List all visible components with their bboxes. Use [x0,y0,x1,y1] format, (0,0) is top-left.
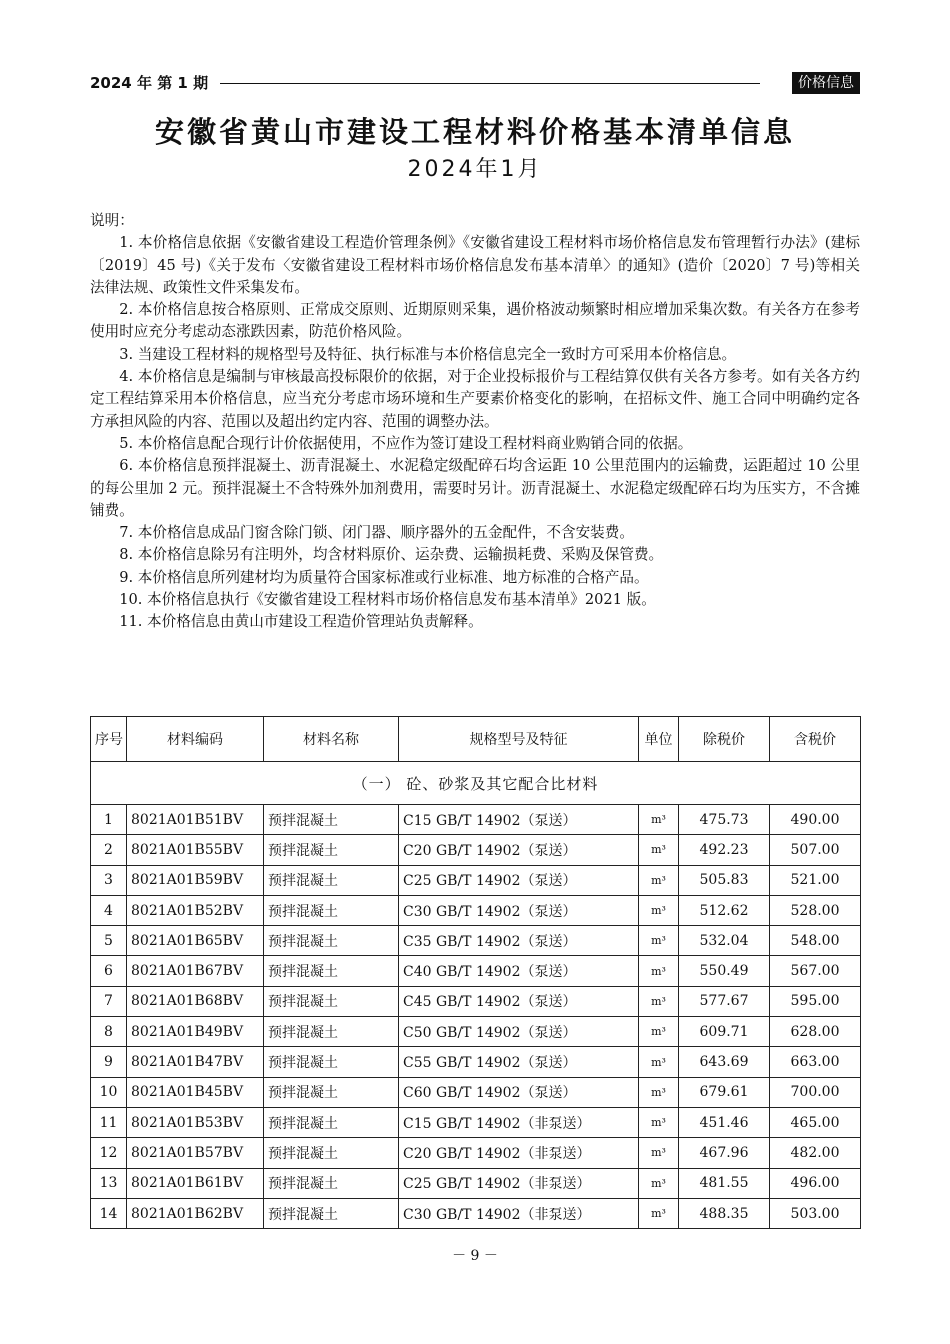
section-title: （一） 砼、砂浆及其它配合比材料 [91,762,861,805]
cell-price-inc-tax: 628.00 [770,1017,861,1047]
table-row [91,895,861,925]
cell-name: 预拌混凝土 [264,865,399,895]
cell-code: 8021A01B68BV [127,986,264,1016]
cell-spec: C55 GB/T 14902（泵送） [399,1047,639,1077]
cell-spec: C25 GB/T 14902（泵送） [399,865,639,895]
cell-spec: C20 GB/T 14902（泵送） [399,835,639,865]
cell-name: 预拌混凝土 [264,805,399,835]
cell-name: 预拌混凝土 [264,1138,399,1168]
cell-index: 8 [91,1017,127,1047]
header-code: 材料编码 [127,717,264,762]
note-item: 11. 本价格信息由黄山市建设工程造价管理站负责解释。 [119,613,483,631]
cell-name: 预拌混凝土 [264,895,399,925]
cell-index: 6 [91,956,127,986]
cell-unit: m³ [639,926,679,956]
cell-price-inc-tax: 503.00 [770,1198,861,1228]
cell-spec: C60 GB/T 14902（泵送） [399,1077,639,1107]
cell-code: 8021A01B45BV [127,1077,264,1107]
cell-index: 1 [91,805,127,835]
cell-unit: m³ [639,1198,679,1228]
cell-price-inc-tax: 663.00 [770,1047,861,1077]
cell-price-inc-tax: 548.00 [770,926,861,956]
cell-unit: m³ [639,1017,679,1047]
cell-index: 10 [91,1077,127,1107]
header-spec: 规格型号及特征 [399,717,639,762]
cell-price-ex-tax: 512.62 [679,895,770,925]
cell-code: 8021A01B61BV [127,1168,264,1198]
cell-unit: m³ [639,1168,679,1198]
note-item: 6. 本价格信息预拌混凝土、沥青混凝土、水泥稳定级配碎石均含运距 10 公里范围内的运输费，运距超过 10 公里的每公里加 2 元。预拌混凝土不含特殊外加剂费用，需要时另计。沥青混凝土、水泥稳定级配碎石均为压实方，不含摊铺费。 [90,457,860,519]
cell-name: 预拌混凝土 [264,1107,399,1137]
table-row [91,956,861,986]
cell-price-ex-tax: 481.55 [679,1168,770,1198]
cell-code: 8021A01B53BV [127,1107,264,1137]
cell-price-inc-tax: 528.00 [770,895,861,925]
cell-price-ex-tax: 679.61 [679,1077,770,1107]
cell-price-ex-tax: 643.69 [679,1047,770,1077]
cell-code: 8021A01B57BV [127,1138,264,1168]
cell-unit: m³ [639,865,679,895]
notes-label: 说明： [90,212,134,229]
cell-name: 预拌混凝土 [264,1168,399,1198]
issue-label: 2024 年 第 1 期 [90,74,209,92]
section-badge: 价格信息 [792,72,860,94]
cell-code: 8021A01B55BV [127,835,264,865]
table-row [91,1168,861,1198]
document-title: 安徽省黄山市建设工程材料价格基本清单信息 [154,115,795,149]
table-row [91,1107,861,1137]
notes-block [90,210,860,634]
table-header-row [91,717,861,762]
cell-price-inc-tax: 482.00 [770,1138,861,1168]
cell-index: 14 [91,1198,127,1228]
cell-price-ex-tax: 475.73 [679,805,770,835]
table-row [91,1047,861,1077]
cell-name: 预拌混凝土 [264,956,399,986]
cell-name: 预拌混凝土 [264,1017,399,1047]
table-row [91,1138,861,1168]
table-row [91,986,861,1016]
table-row [91,805,861,835]
cell-name: 预拌混凝土 [264,1047,399,1077]
cell-code: 8021A01B51BV [127,805,264,835]
cell-index: 5 [91,926,127,956]
table-row [91,926,861,956]
cell-price-ex-tax: 550.49 [679,956,770,986]
cell-price-inc-tax: 700.00 [770,1077,861,1107]
header-name: 材料名称 [264,717,399,762]
header-index: 序号 [91,717,127,762]
cell-price-inc-tax: 496.00 [770,1168,861,1198]
cell-price-ex-tax: 451.46 [679,1107,770,1137]
cell-unit: m³ [639,1138,679,1168]
note-item: 4. 本价格信息是编制与审核最高投标限价的依据，对于企业投标报价与工程结算仅供有关各方参考。如有关各方约定工程结算采用本价格信息，应当充分考虑市场环境和生产要素价格变化的影响，在招标文件、施工合同中明确约定各方承担风险的内容、范围以及超出约定内容、范围的调整办法。 [90,368,860,430]
cell-spec: C25 GB/T 14902（非泵送） [399,1168,639,1198]
cell-name: 预拌混凝土 [264,926,399,956]
cell-unit: m³ [639,986,679,1016]
cell-unit: m³ [639,1077,679,1107]
cell-index: 3 [91,865,127,895]
cell-price-ex-tax: 467.96 [679,1138,770,1168]
cell-price-inc-tax: 507.00 [770,835,861,865]
cell-price-inc-tax: 595.00 [770,986,861,1016]
cell-unit: m³ [639,835,679,865]
cell-name: 预拌混凝土 [264,835,399,865]
cell-index: 12 [91,1138,127,1168]
cell-spec: C50 GB/T 14902（泵送） [399,1017,639,1047]
document-subtitle: 2024年1月 [407,157,543,182]
section-row [91,762,861,805]
cell-price-ex-tax: 505.83 [679,865,770,895]
cell-index: 2 [91,835,127,865]
cell-name: 预拌混凝土 [264,1077,399,1107]
cell-unit: m³ [639,805,679,835]
table-row [91,865,861,895]
table-row [91,835,861,865]
cell-index: 7 [91,986,127,1016]
cell-code: 8021A01B62BV [127,1198,264,1228]
cell-price-ex-tax: 532.04 [679,926,770,956]
note-item: 5. 本价格信息配合现行计价依据使用，不应作为签订建设工程材料商业购销合同的依据。 [119,434,693,452]
note-item: 3. 当建设工程材料的规格型号及特征、执行标准与本价格信息完全一致时方可采用本价格信息。 [119,345,737,363]
cell-index: 9 [91,1047,127,1077]
cell-code: 8021A01B47BV [127,1047,264,1077]
page-header [90,72,860,94]
cell-code: 8021A01B52BV [127,895,264,925]
table-row [91,1198,861,1228]
cell-spec: C15 GB/T 14902（非泵送） [399,1107,639,1137]
cell-unit: m³ [639,1107,679,1137]
cell-price-ex-tax: 577.67 [679,986,770,1016]
cell-code: 8021A01B65BV [127,926,264,956]
cell-price-inc-tax: 465.00 [770,1107,861,1137]
cell-spec: C15 GB/T 14902（泵送） [399,805,639,835]
cell-spec: C30 GB/T 14902（泵送） [399,895,639,925]
cell-name: 预拌混凝土 [264,1198,399,1228]
cell-name: 预拌混凝土 [264,986,399,1016]
table-row [91,1017,861,1047]
cell-code: 8021A01B59BV [127,865,264,895]
cell-unit: m³ [639,895,679,925]
cell-index: 4 [91,895,127,925]
cell-index: 13 [91,1168,127,1198]
note-item: 10. 本价格信息执行《安徽省建设工程材料市场价格信息发布基本清单》2021 版。 [119,591,656,609]
note-item: 1. 本价格信息依据《安徽省建设工程造价管理条例》《安徽省建设工程材料市场价格信息发布管理暂行办法》(建标〔2019〕45 号)《关于发布〈安徽省建设工程材料市场价格信息发布基本清单〉的通知》(造价〔2020〕7 号)等相关法律法规、政策性文件采集发布。 [90,234,860,296]
cell-spec: C40 GB/T 14902（泵送） [399,956,639,986]
cell-unit: m³ [639,956,679,986]
header-unit: 单位 [639,717,679,762]
note-item: 8. 本价格信息除另有注明外，均含材料原价、运杂费、运输损耗费、采购及保管费。 [119,546,664,564]
cell-price-inc-tax: 521.00 [770,865,861,895]
header-rule [220,83,760,84]
cell-spec: C30 GB/T 14902（非泵送） [399,1198,639,1228]
note-item: 9. 本价格信息所列建材均为质量符合国家标准或行业标准、地方标准的合格产品。 [119,568,649,586]
cell-code: 8021A01B67BV [127,956,264,986]
header-price-inc-tax: 含税价 [770,717,861,762]
cell-price-ex-tax: 492.23 [679,835,770,865]
header-price-ex-tax: 除税价 [679,717,770,762]
page-number: － 9 － [452,1248,498,1264]
cell-spec: C20 GB/T 14902（非泵送） [399,1138,639,1168]
cell-spec: C45 GB/T 14902（泵送） [399,986,639,1016]
cell-price-ex-tax: 488.35 [679,1198,770,1228]
price-table [90,716,861,1229]
note-item: 7. 本价格信息成品门窗含除门锁、闭门器、顺序器外的五金配件，不含安装费。 [119,524,634,542]
cell-index: 11 [91,1107,127,1137]
cell-price-inc-tax: 490.00 [770,805,861,835]
cell-code: 8021A01B49BV [127,1017,264,1047]
table-row [91,1077,861,1107]
cell-price-ex-tax: 609.71 [679,1017,770,1047]
cell-unit: m³ [639,1047,679,1077]
cell-price-inc-tax: 567.00 [770,956,861,986]
note-item: 2. 本价格信息按合格原则、正常成交原则、近期原则采集，遇价格波动频繁时相应增加采集次数。有关各方在参考使用时应充分考虑动态涨跌因素，防范价格风险。 [90,301,860,341]
cell-spec: C35 GB/T 14902（泵送） [399,926,639,956]
